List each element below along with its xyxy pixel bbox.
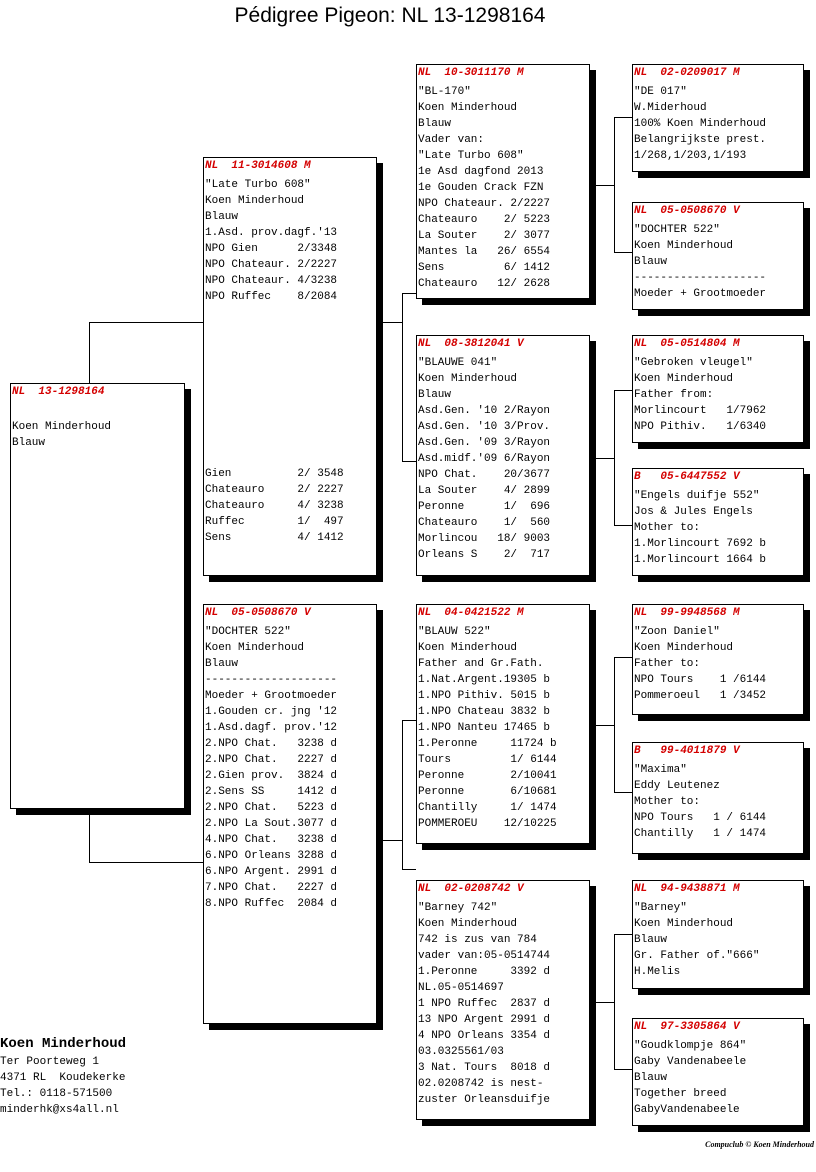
card-line: -------------------- (634, 272, 767, 284)
card-line: 1e Gouden Crack FZN (418, 182, 544, 194)
card-line: "Late Turbo 608" (418, 150, 524, 162)
ancestor-card-ffm (632, 202, 804, 310)
card-line: 1e Asd dagfond 2013 (418, 166, 544, 178)
card-line: "DE 017" (634, 86, 687, 98)
card-line: 4 NPO Orleans 3354 d (418, 1030, 551, 1042)
ring-number: B 99-4011879 V (634, 745, 740, 757)
card-line: Koen Minderhoud (418, 373, 518, 385)
connector-line (614, 792, 632, 793)
card-line: Belangrijkste prest. (634, 134, 767, 146)
card-line: Chateauro 12/ 2628 (418, 278, 551, 290)
card-line: NPO Gien 2/3348 (205, 243, 338, 255)
ring-number: NL 99-9948568 M (634, 607, 740, 619)
card-line: Morlincou 18/ 9003 (418, 533, 551, 545)
breeder-phone: Tel.: 0118-571500 (0, 1088, 113, 1100)
card-line: GabyVandenabeele (634, 1104, 740, 1116)
ancestor-card-mff (632, 604, 804, 715)
ancestor-card-fmm (632, 468, 804, 576)
card-line: 2.Gien prov. 3824 d (205, 770, 338, 782)
card-line: Peronne 1/ 696 (418, 501, 551, 513)
card-line: 1.Morlincourt 1664 b (634, 554, 767, 566)
card-line: Chantilly 1/ 1474 (418, 802, 557, 814)
card-line: NPO Ruffec 8/2084 (205, 291, 338, 303)
card-line: Gr. Father of."666" (634, 950, 760, 962)
ring-number: NL 05-0508670 V (634, 205, 740, 217)
connector-line (614, 252, 632, 253)
card-line: 1.Asd.dagf. prov.'12 (205, 722, 338, 734)
ring-number: NL 13-1298164 (12, 386, 105, 398)
card-line: Blauw (418, 118, 452, 130)
card-line: 1 NPO Ruffec 2837 d (418, 998, 551, 1010)
card-line: Asd.Gen. '10 3/Prov. (418, 421, 551, 433)
card-line: Koen Minderhoud (634, 642, 734, 654)
connector-line (402, 293, 403, 323)
card-line: Koen Minderhoud (12, 421, 112, 433)
card-line: 1.NPO Pithiv. 5015 b (418, 690, 551, 702)
card-line: Tours 1/ 6144 (418, 754, 557, 766)
maternal-grandfather-card (416, 604, 590, 844)
card-line: 100% Koen Minderhoud (634, 118, 767, 130)
card-line: Pommeroeul 1 /3452 (634, 690, 767, 702)
maternal-grandmother-card (416, 880, 590, 1120)
card-line: Mantes la 26/ 6554 (418, 246, 551, 258)
ring-number: NL 11-3014608 M (205, 160, 311, 172)
connector-line (382, 322, 402, 323)
card-line: "Maxima" (634, 764, 687, 776)
ancestor-card-mfm (632, 742, 804, 854)
card-line: Koen Minderhoud (634, 373, 734, 385)
card-line: Koen Minderhoud (205, 195, 305, 207)
card-line: NPO Chateaur. 2/2227 (205, 259, 338, 271)
card-line: "Goudklompje 864" (634, 1040, 747, 1052)
card-line: 7.NPO Chat. 2227 d (205, 882, 338, 894)
card-line: 02.0208742 is nest- (418, 1078, 544, 1090)
card-line: NPO Pithiv. 1/6340 (634, 421, 767, 433)
card-line: "Zoon Daniel" (634, 626, 720, 638)
card-line: 1.NPO Chateau 3832 b (418, 706, 551, 718)
connector-line (614, 117, 615, 253)
ancestor-card-mmf (632, 880, 804, 989)
card-line: NPO Tours 1 / 6144 (634, 812, 767, 824)
card-line: Chateauro 1/ 560 (418, 517, 551, 529)
card-line: 2.Sens SS 1412 d (205, 786, 338, 798)
card-line: Chateauro 2/ 2227 (205, 484, 344, 496)
card-line: 1/268,1/203,1/193 (634, 150, 747, 162)
card-line: Chateauro 2/ 5223 (418, 214, 551, 226)
breeder-address: Ter Poorteweg 1 (0, 1056, 100, 1068)
connector-line (614, 657, 632, 658)
connector-line (89, 862, 204, 863)
connector-line (614, 390, 632, 391)
ring-number: NL 04-0421522 M (418, 607, 524, 619)
card-line: Blauw (205, 658, 239, 670)
connector-line (614, 657, 615, 793)
ring-number: B 05-6447552 V (634, 471, 740, 483)
card-line: 13 NPO Argent 2991 d (418, 1014, 551, 1026)
card-line: 2.NPO Chat. 5223 d (205, 802, 338, 814)
ancestor-card-fmf (632, 335, 804, 443)
card-line: "Barney" (634, 902, 687, 914)
card-line: "Barney 742" (418, 902, 498, 914)
ring-number: NL 08-3812041 V (418, 338, 524, 350)
mother-card (203, 604, 377, 1024)
card-line: 2.NPO Chat. 2227 d (205, 754, 338, 766)
card-line: Sens 6/ 1412 (418, 262, 551, 274)
ancestor-card-fff (632, 64, 804, 172)
card-line: -------------------- (205, 674, 338, 686)
copyright-footer: Compuclub © Koen Minderhoud (705, 1140, 814, 1149)
card-line: 1.Asd. prov.dagf.'13 (205, 227, 338, 239)
card-line: 4.NPO Chat. 3238 d (205, 834, 338, 846)
connector-line (89, 322, 90, 384)
card-line: 742 is zus van 784 (418, 934, 537, 946)
card-line: Chateauro 4/ 3238 (205, 500, 344, 512)
father-card (203, 157, 377, 576)
ring-number: NL 02-0209017 M (634, 67, 740, 79)
card-line: Blauw (12, 437, 46, 449)
card-line: NPO Tours 1 /6144 (634, 674, 767, 686)
card-line: Koen Minderhoud (205, 642, 305, 654)
card-line: "Late Turbo 608" (205, 179, 311, 191)
connector-line (594, 725, 614, 726)
connector-line (402, 322, 403, 462)
card-line: Blauw (418, 389, 452, 401)
card-line: Blauw (634, 256, 668, 268)
card-line: Blauw (634, 1072, 668, 1084)
card-line: 1.Nat.Argent.19305 b (418, 674, 551, 686)
card-line: Koen Minderhoud (634, 918, 734, 930)
connector-line (614, 390, 615, 526)
card-line: La Souter 4/ 2899 (418, 485, 551, 497)
card-line: "DOCHTER 522" (205, 626, 291, 638)
breeder-name: Koen Minderhoud (0, 1036, 127, 1052)
connector-line (614, 525, 632, 526)
connector-line (614, 1069, 632, 1070)
ring-number: NL 02-0208742 V (418, 883, 524, 895)
card-line: 2.NPO Chat. 3238 d (205, 738, 338, 750)
card-line: NPO Chateaur. 2/2227 (418, 198, 551, 210)
card-line: Eddy Leutenez (634, 780, 720, 792)
card-line: Gaby Vandenabeele (634, 1056, 747, 1068)
card-line: Koen Minderhoud (634, 240, 734, 252)
card-line: Koen Minderhoud (418, 642, 518, 654)
connector-line (614, 117, 632, 118)
connector-line (402, 869, 416, 870)
card-line: 6.NPO Orleans 3288 d (205, 850, 338, 862)
card-line: 03.0325561/03 (418, 1046, 504, 1058)
card-line: Blauw (205, 211, 239, 223)
connector-line (614, 934, 632, 935)
card-line: Orleans S 2/ 717 (418, 549, 551, 561)
ancestor-card-mmm (632, 1018, 804, 1126)
card-line: 6.NPO Argent. 2991 d (205, 866, 338, 878)
connector-line (402, 720, 403, 870)
ring-number: NL 05-0508670 V (205, 607, 311, 619)
card-line: "BLAUWE 041" (418, 357, 498, 369)
card-line: 1.Peronne 11724 b (418, 738, 557, 750)
connector-line (402, 720, 416, 721)
card-line: Asd.midf.'09 6/Rayon (418, 453, 551, 465)
card-line: Sens 4/ 1412 (205, 532, 344, 544)
card-line: 1.NPO Nanteu 17465 b (418, 722, 551, 734)
card-line: Moeder + Grootmoeder (634, 288, 767, 300)
breeder-info (0, 1034, 126, 1118)
card-line: Mother to: (634, 522, 701, 534)
card-line: Asd.Gen. '10 2/Rayon (418, 405, 551, 417)
card-line: H.Melis (634, 966, 681, 978)
card-line (12, 403, 184, 419)
connector-line (594, 1002, 614, 1003)
card-line: Peronne 2/10041 (418, 770, 557, 782)
card-line: NL.05-0514697 (418, 982, 504, 994)
card-line: Blauw (634, 934, 668, 946)
card-line: Father from: (634, 389, 714, 401)
ring-number: NL 97-3305864 V (634, 1021, 740, 1033)
card-line: Father to: (634, 658, 701, 670)
connector-line (402, 293, 416, 294)
card-line: zuster Orleansduifje (418, 1094, 551, 1106)
connector-line (89, 322, 204, 323)
card-line: Chantilly 1 / 1474 (634, 828, 767, 840)
card-line: Koen Minderhoud (418, 918, 518, 930)
paternal-grandfather-card (416, 64, 590, 299)
card-line: Koen Minderhoud (418, 102, 518, 114)
card-line: vader van:05-0514744 (418, 950, 551, 962)
card-line: Peronne 6/10681 (418, 786, 557, 798)
subject-card (10, 383, 185, 809)
connector-line (594, 185, 614, 186)
connector-line (89, 808, 90, 863)
card-line: Morlincourt 1/7962 (634, 405, 767, 417)
card-line: NPO Chat. 20/3677 (418, 469, 551, 481)
card-line: 2.NPO La Sout.3077 d (205, 818, 338, 830)
paternal-grandmother-card (416, 335, 590, 576)
card-line: Gien 2/ 3548 (205, 468, 344, 480)
card-line: W.Miderhoud (634, 102, 707, 114)
card-line: Together breed (634, 1088, 727, 1100)
card-line: "DOCHTER 522" (634, 224, 720, 236)
card-line: Jos & Jules Engels (634, 506, 753, 518)
breeder-email: minderhk@xs4all.nl (0, 1104, 119, 1116)
ring-number: NL 10-3011170 M (418, 67, 524, 79)
card-line: "Engels duifje 552" (634, 490, 760, 502)
card-line: Mother to: (634, 796, 701, 808)
card-line: 1.Gouden cr. jng '12 (205, 706, 338, 718)
connector-line (382, 840, 402, 841)
card-line: Moeder + Grootmoeder (205, 690, 338, 702)
card-line: Father and Gr.Fath. (418, 658, 544, 670)
card-line: Asd.Gen. '09 3/Rayon (418, 437, 551, 449)
connector-line (402, 461, 416, 462)
connector-line (594, 458, 614, 459)
card-line: Ruffec 1/ 497 (205, 516, 344, 528)
ring-number: NL 05-0514804 M (634, 338, 740, 350)
card-line: POMMEROEU 12/10225 (418, 818, 557, 830)
card-line: "Gebroken vleugel" (634, 357, 753, 369)
connector-line (614, 934, 615, 1070)
card-line: "BLAUW 522" (418, 626, 491, 638)
card-line: 1.Morlincourt 7692 b (634, 538, 767, 550)
card-line: 3 Nat. Tours 8018 d (418, 1062, 551, 1074)
page-title: Pédigree Pigeon: NL 13-1298164 (234, 4, 546, 27)
card-line: NPO Chateaur. 4/3238 (205, 275, 338, 287)
breeder-postal: 4371 RL Koudekerke (0, 1072, 126, 1084)
card-line: La Souter 2/ 3077 (418, 230, 551, 242)
card-line: 1.Peronne 3392 d (418, 966, 551, 978)
card-line: Vader van: (418, 134, 485, 146)
card-line: 8.NPO Ruffec 2084 d (205, 898, 338, 910)
card-line: "BL-170" (418, 86, 471, 98)
ring-number: NL 94-9438871 M (634, 883, 740, 895)
